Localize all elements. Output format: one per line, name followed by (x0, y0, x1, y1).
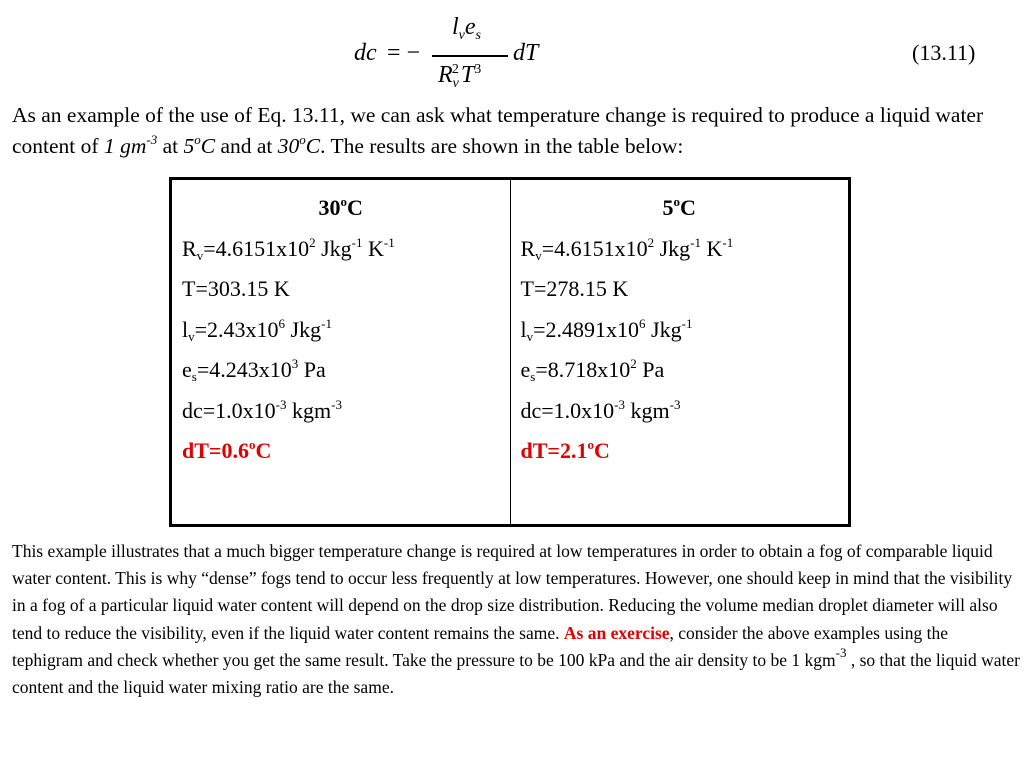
rv-sub: v (196, 247, 204, 263)
rv-value: =4.6151x10 (541, 235, 648, 261)
intro-value-3-unit: C (305, 134, 321, 158)
eq-den-t-sup: 3 (474, 62, 482, 77)
lv-exp: 6 (278, 315, 286, 331)
eq-denominator (438, 62, 481, 89)
lv-value: =2.4891x10 (533, 316, 640, 342)
eq-den-r-sup: 2 (451, 62, 459, 77)
dc-unit: kgm (625, 397, 670, 423)
column-header (521, 188, 839, 229)
rv-value: =4.6151x10 (203, 235, 310, 261)
intro-value-2: 5 (183, 134, 195, 158)
rv-row (521, 229, 839, 270)
header-unit: C (680, 195, 696, 220)
dt-value: dT=2.1 (520, 438, 588, 463)
lv-symbol: l (520, 316, 527, 342)
rv-unit: Jkg (654, 235, 691, 261)
intro-value-2-unit: C (200, 134, 216, 158)
intro-paragraph (12, 100, 1012, 162)
dc-row (521, 391, 839, 432)
dc-unit: kgm (286, 397, 332, 423)
eq-numerator (452, 14, 481, 41)
dc-unit-exp: -3 (669, 396, 681, 412)
intro-value-3-sup: o (299, 132, 306, 147)
conclusion-text-2-sup: -3 (835, 644, 847, 660)
lv-unit-exp: -1 (681, 315, 693, 331)
dc-unit-exp: -3 (331, 396, 342, 412)
dt-unit: C (255, 438, 272, 463)
rv-unit-exp: -1 (690, 234, 702, 250)
lv-value: =2.43x10 (194, 316, 279, 342)
intro-text-3: and at (215, 134, 278, 158)
conclusion-text-3: , so that the liquid water content and the liquid water mixing ratio are the same. (12, 649, 1020, 698)
header-value: 30 (318, 195, 341, 220)
es-value: =8.718x10 (535, 357, 631, 382)
header-degree: o (340, 194, 348, 209)
table-column-5c (510, 180, 849, 524)
dc-exp: -3 (614, 396, 626, 412)
table-column-30c (172, 180, 510, 524)
rv-symbol: R (520, 235, 536, 261)
lv-row (521, 310, 839, 351)
t-row: T=303.15 K (182, 276, 290, 301)
rv-unit2-exp: -1 (383, 234, 395, 250)
exercise-highlight: As an exercise (563, 622, 670, 643)
equation (0, 0, 1024, 100)
dt-value: dT=0.6 (182, 438, 249, 463)
intro-text-2: at (157, 134, 184, 158)
column-header (182, 188, 500, 229)
eq-lhs: dc (354, 40, 377, 66)
intro-value-2-sup: o (194, 132, 201, 147)
eq-den-r-sub: v (452, 76, 459, 91)
eq-num-l: l (452, 14, 459, 40)
rv-unit2-exp: -1 (722, 234, 734, 250)
conclusion-text-2: , consider the above examples using the tephigram and check whether you get the same result. Take the pressure to be 100 kPa and the air density to be 1 kgm (12, 622, 948, 670)
lv-exp: 6 (639, 315, 646, 331)
dt-degree: o (587, 437, 594, 452)
es-unit: Pa (636, 357, 665, 382)
intro-value-3: 30 (277, 134, 300, 158)
es-row (182, 350, 500, 391)
intro-value-1: 1 gm (103, 134, 147, 158)
lv-sub: v (526, 328, 534, 344)
lv-sub: v (188, 328, 195, 344)
rv-row (182, 229, 500, 270)
dt-degree: o (248, 437, 256, 452)
es-value: =4.243x10 (196, 357, 292, 382)
dc-row (182, 391, 500, 432)
es-sub: s (191, 369, 197, 384)
es-unit: Pa (298, 357, 326, 382)
conclusion-paragraph (12, 538, 1022, 701)
intro-value-1-sup: -3 (146, 132, 158, 147)
intro-text-1: As an example of the use of Eq. 13.11, we can ask what temperature change is required to produce a liquid water content of (12, 103, 984, 158)
eq-num-l-sub: v (458, 28, 465, 43)
dt-result (521, 431, 839, 472)
rv-exp: 2 (309, 234, 316, 250)
lv-row (182, 310, 500, 351)
eq-num-e-sub: s (475, 28, 481, 43)
eq-den-r: R (438, 62, 453, 88)
rv-unit2: K (701, 235, 723, 261)
dt-unit: C (593, 438, 610, 463)
lv-unit-exp: -1 (321, 315, 332, 331)
rv-sub: v (535, 247, 542, 263)
eq-num-e: e (464, 14, 476, 40)
header-unit: C (347, 195, 363, 220)
rv-symbol: R (182, 235, 197, 261)
eq-equals-minus: = − (387, 40, 421, 66)
eq-rhs: dT (513, 40, 539, 66)
dc-exp: -3 (275, 396, 287, 412)
rv-unit: Jkg (315, 235, 352, 261)
t-row: T=278.15 K (520, 276, 629, 301)
es-symbol: e (520, 357, 531, 382)
lv-symbol: l (182, 316, 189, 342)
eq-den-t: T (460, 62, 475, 88)
intro-text-4: . The results are shown in the table below: (320, 134, 684, 158)
results-table (169, 177, 851, 527)
rv-unit2: K (362, 235, 384, 261)
es-row (521, 350, 839, 391)
eq-fraction-bar (432, 55, 508, 57)
es-symbol: e (182, 357, 192, 382)
header-degree: o (673, 194, 681, 209)
dc-value: dc=1.0x10 (520, 397, 615, 423)
equation-number: (13.11) (912, 40, 976, 65)
es-sub: s (530, 369, 536, 384)
rv-exp: 2 (647, 234, 655, 250)
dc-value: dc=1.0x10 (182, 397, 276, 423)
rv-unit-exp: -1 (351, 234, 363, 250)
dt-result (182, 431, 500, 472)
header-value: 5 (662, 195, 674, 220)
lv-unit: Jkg (645, 316, 682, 342)
es-exp: 2 (630, 356, 637, 371)
conclusion-text-1: This example illustrates that a much bigger temperature change is required at low temperatures in order to obtain a fog of comparable liquid water content. This is why “dense” fogs tend to occur less frequently at low temperatures. However, one should keep in mind that the visibility in a fog of a particular liquid water content will depend on the drop size distribution. Reducing the volume median droplet diameter will also tend to reduce the visibility, even if the liquid water content remains the same. (12, 541, 1013, 643)
es-exp: 3 (291, 356, 299, 371)
lv-unit: Jkg (285, 316, 322, 342)
